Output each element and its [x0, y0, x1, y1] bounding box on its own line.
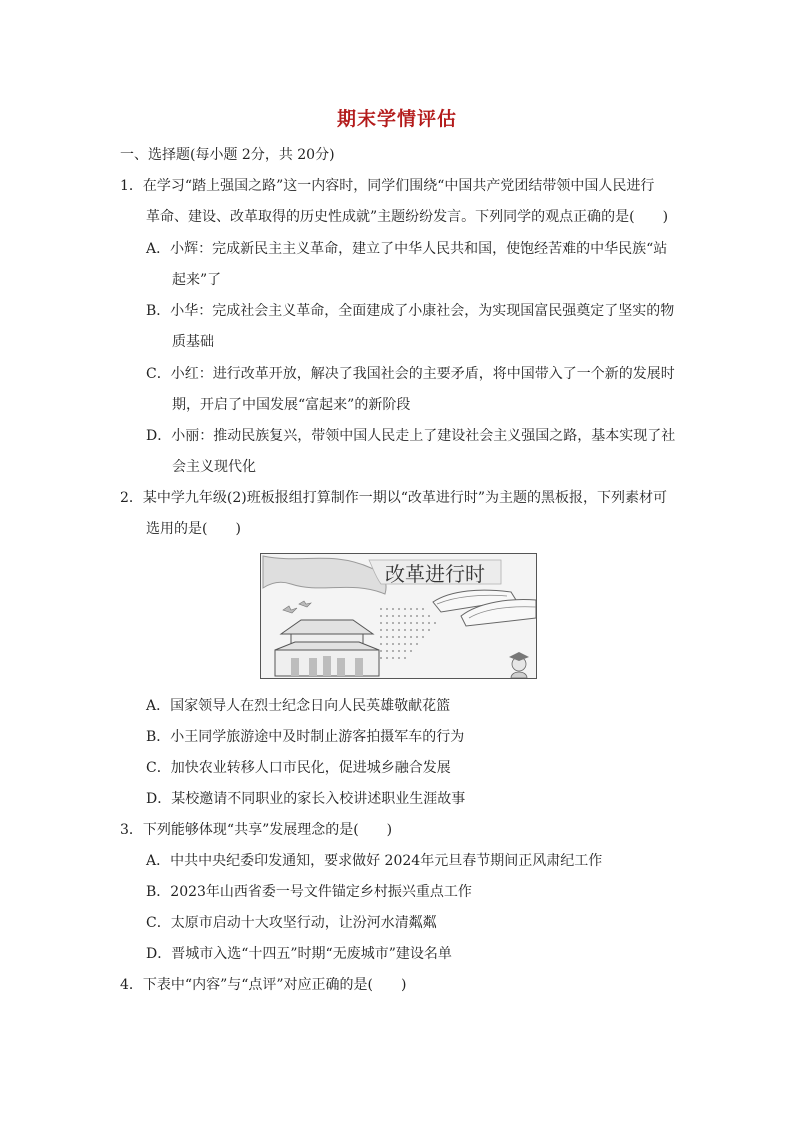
q1-option-c: C．小红：进行改革开放，解决了我国社会的主要矛盾，将中国带入了一个新的发展时	[146, 366, 675, 382]
section-heading: 一、选择题(每小题 2分，共 20分)	[120, 147, 335, 163]
q2-option-b: B．小王同学旅游途中及时制止游客拍摄军车的行为	[146, 729, 465, 745]
q1-option-a: A．小辉：完成新民主主义革命，建立了中华人民共和国，使饱经苦难的中华民族“站	[146, 241, 668, 257]
q2-option-c: C．加快农业转移人口市民化，促进城乡融合发展	[146, 760, 451, 776]
q1-option-a-cont: 起来”了	[172, 272, 222, 288]
q1-option-d: D．小丽：推动民族复兴，带领中国人民走上了建设社会主义强国之路，基本实现了社	[146, 428, 676, 444]
q1-stem-line-1: 1．在学习“踏上强国之路”这一内容时，同学们围绕“中国共产党团结带领中国人民进行	[120, 178, 655, 194]
q1-option-d-cont: 会主义现代化	[172, 459, 256, 475]
blackboard-illustration	[260, 553, 537, 679]
page-title: 期末学情评估	[336, 108, 457, 130]
q3-option-c: C．太原市启动十大攻坚行动，让汾河水清粼粼	[146, 915, 437, 931]
q3-option-d: D．晋城市入选“十四五”时期“无废城市”建设名单	[146, 946, 452, 962]
q2-option-d: D．某校邀请不同职业的家长入校讲述职业生涯故事	[146, 791, 466, 807]
q1-stem-line-2: 革命、建设、改革取得的历史性成就”主题纷纷发言。下列同学的观点正确的是( )	[146, 209, 669, 225]
q2-option-a: A．国家领导人在烈士纪念日向人民英雄敬献花篮	[146, 698, 451, 714]
q1-option-b-cont: 质基础	[172, 334, 214, 350]
q3-option-a: A．中共中央纪委印发通知，要求做好 2024年元旦春节期间正风肃纪工作	[146, 853, 603, 869]
q2-stem-line-2: 选用的是( )	[146, 521, 241, 537]
q1-option-c-cont: 期，开启了中国发展“富起来”的新阶段	[172, 397, 411, 413]
q3-stem: 3．下列能够体现“共享”发展理念的是( )	[120, 822, 393, 838]
q4-stem: 4．下表中“内容”与“点评”对应正确的是( )	[120, 977, 407, 993]
q3-option-b: B．2023年山西省委一号文件锚定乡村振兴重点工作	[146, 884, 472, 900]
q1-option-b: B．小华：完成社会主义革命，全面建成了小康社会，为实现国富民强奠定了坚实的物	[146, 303, 675, 319]
q2-stem-line-1: 2．某中学九年级(2)班板报组打算制作一期以“改革进行时”为主题的黑板报，下列素材可	[120, 490, 668, 506]
figure-caption: 改革进行时	[385, 562, 485, 586]
